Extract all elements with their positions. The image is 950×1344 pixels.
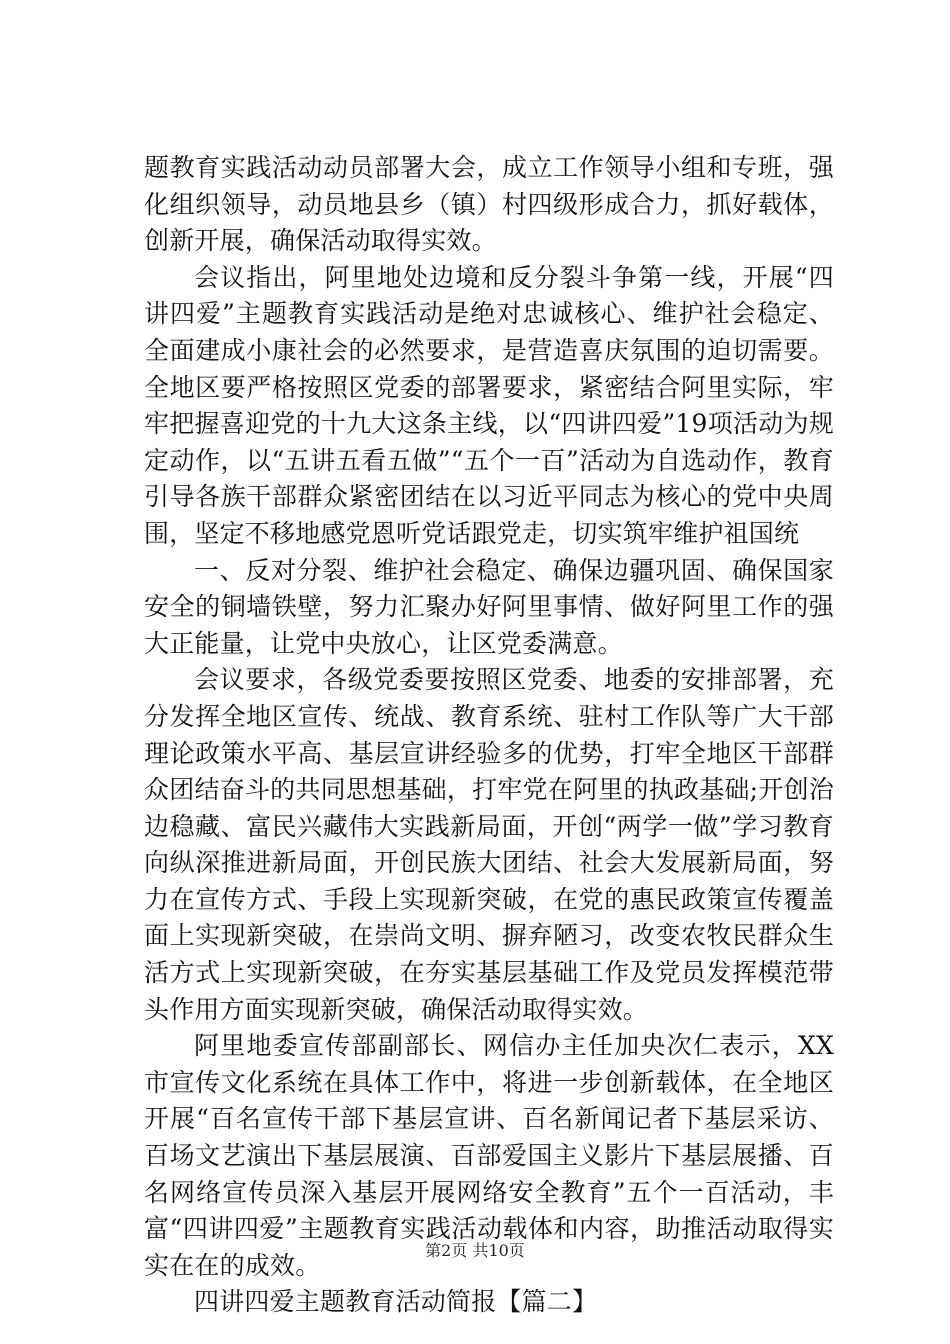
paragraph-2: 会议指出，阿里地处边境和反分裂斗争第一线，开展“四讲四爱”主题教育实践活动是绝对忠诚核心、维护社会稳定、全面建成小康社会的必然要求，是营造喜庆氛围的迫切需要。全地区要严格按照区党委的部署要求，紧密结合阿里实际，牢牢把握喜迎党的十九大这条主线，以“四讲四爱”19项活动为规定动作，以“五讲五看五做”“五个一百”活动为自选动作，教育引导各族干部群众紧密团结在以习近平同志为核心的党中央周围，坚定不移地感党恩听党话跟党走，切实筑牢维护祖国统 [144,262,834,548]
paragraph-4: 会议要求，各级党委要按照区党委、地委的安排部署，充分发挥全地区宣传、统战、教育系统、驻村工作队等广大干部理论政策水平高、基层宣讲经验多的优势，打牢全地区干部群众团结奋斗的共同思想基础，打牢党在阿里的执政基础;开创治边稳藏、富民兴藏伟大实践新局面，开创“两学一做”学习教育向纵深推进新局面，开创民族大团结、社会大发展新局面，努力在宣传方式、手段上实现新突破，在党的惠民政策宣传覆盖面上实现新突破，在崇尚文明、摒弃陋习，改变农牧民群众生活方式上实现新突破，在夯实基层基础工作及党员发挥模范带头作用方面实现新突破，确保活动取得实效。 [144,665,834,1024]
section-heading: 四讲四爱主题教育活动简报【篇二】 [194,1287,598,1317]
document-body [144,150,834,1321]
paragraph-1: 题教育实践活动动员部署大会，成立工作领导小组和专班，强化组织领导，动员地县乡（镇）村四级形成合力，抓好载体，创新开展，确保活动取得实效。 [144,153,834,256]
page-number-footer: 第2页 共10页 [425,1241,525,1260]
paragraph-5: 阿里地委宣传部副部长、网信办主任加央次仁表示，XX市宣传文化系统在具体工作中，将进一步创新载体，在全地区开展“百名宣传干部下基层宣讲、百名新闻记者下基层采访、百场文艺演出下基层展演、百部爱国主义影片下基层展播、百名网络宣传员深入基层开展网络安全教育”五个一百活动，丰富“四讲四爱”主题教育实践活动载体和内容，助推活动取得实实在在的成效。 [144,1031,834,1280]
paragraph-3: 一、反对分裂、维护社会稳定、确保边疆巩固、确保国家安全的铜墙铁壁，努力汇聚办好阿里事情、做好阿里工作的强大正能量，让党中央放心，让区党委满意。 [144,555,834,658]
